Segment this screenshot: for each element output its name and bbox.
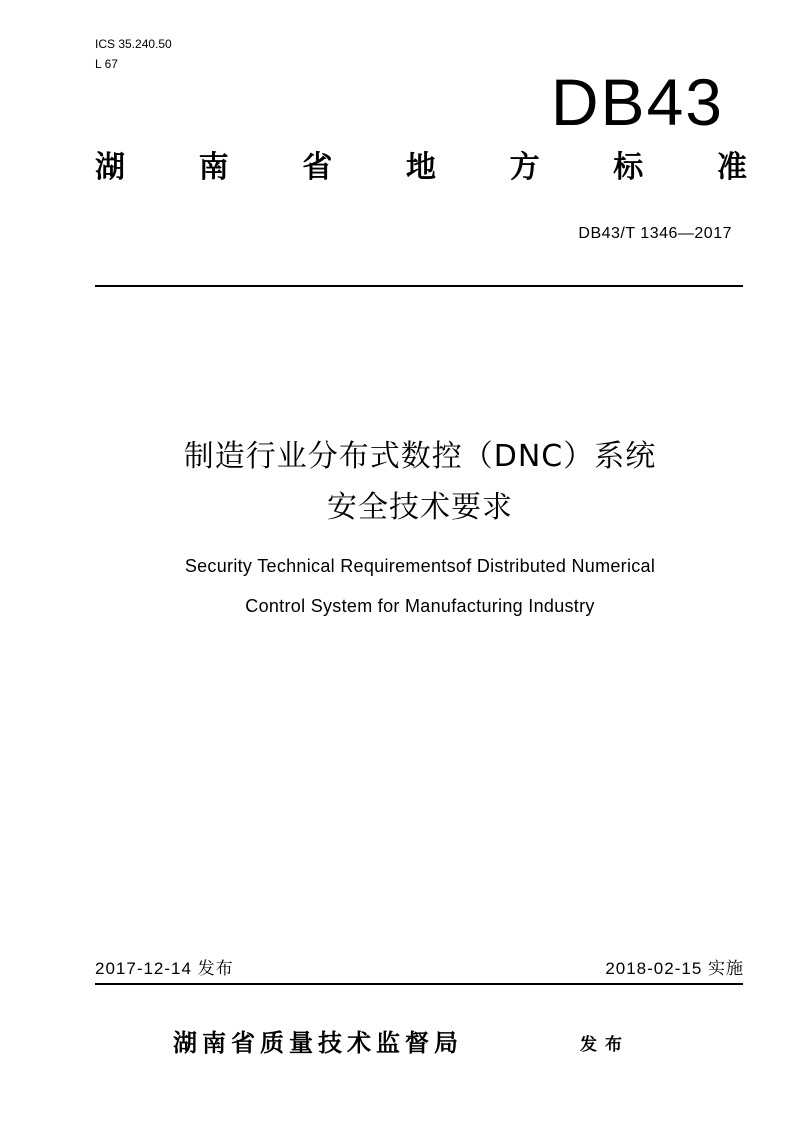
ics-code: ICS 35.240.50 <box>95 37 172 51</box>
standard-type-char: 南 <box>198 150 229 185</box>
issuing-suffix: 发布 <box>580 1035 630 1055</box>
title-en-line1: Security Technical Requirementsof Distributed Numerical <box>184 556 656 576</box>
standard-type-char: 地 <box>405 150 436 185</box>
title-zh-line1: 制造行业分布式数控（DNC）系统 <box>183 439 657 474</box>
standard-type-char: 标 <box>613 150 644 185</box>
standard-type-char: 方 <box>509 150 540 185</box>
standard-type-char: 省 <box>302 150 333 185</box>
standard-number: DB43/T 1346—2017 <box>578 225 732 242</box>
standard-type <box>95 148 747 188</box>
issuing-authority: 湖南省质量技术监督局 <box>173 1029 463 1057</box>
db-code-logo: DB43 <box>550 65 724 139</box>
standard-type-char: 准 <box>716 150 747 185</box>
top-divider <box>95 285 743 287</box>
implementation-date: 2018-02-15 实施 <box>605 959 744 978</box>
title-zh-line2: 安全技术要求 <box>327 490 513 525</box>
bottom-divider <box>95 983 743 985</box>
standard-type-char: 湖 <box>95 150 125 185</box>
title-en-line2: Control System for Manufacturing Industry <box>245 596 595 616</box>
issue-date: 2017-12-14 发布 <box>95 959 234 978</box>
classification-code: L 67 <box>95 57 118 71</box>
